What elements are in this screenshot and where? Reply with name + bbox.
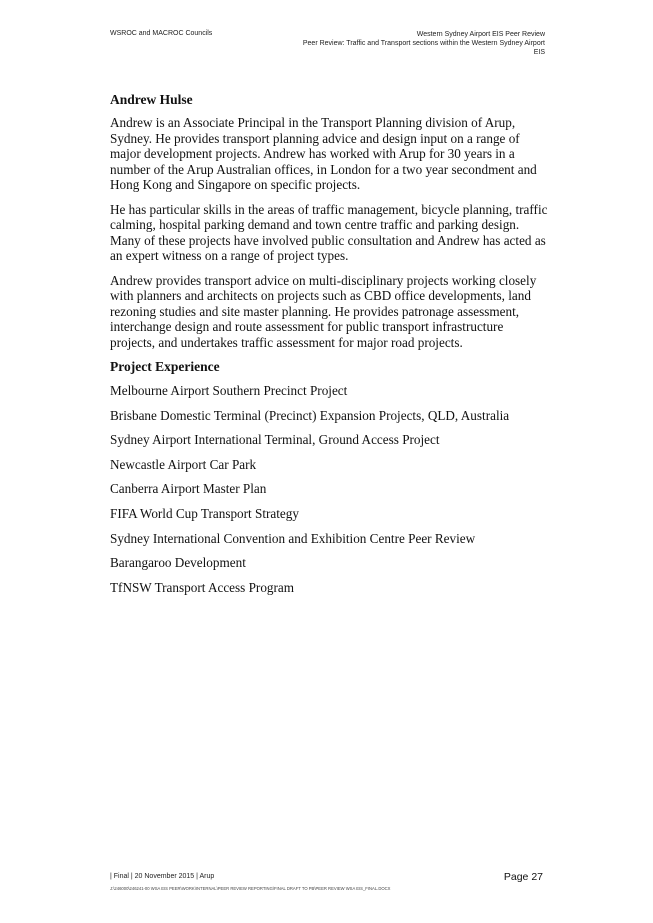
project-list <box>110 383 550 595</box>
bio-paragraph: He has particular skills in the areas of traffic management, bicycle planning, traffic calming, hospital parking demand and town centre traffic and parking design. Many of these projects have involved public consultation and Andrew has acted as an expert witness on a range of project types. <box>110 201 548 263</box>
project-item: Sydney Airport International Terminal, Ground Access Project <box>110 432 440 448</box>
project-item: Melbourne Airport Southern Precinct Project <box>110 383 348 398</box>
header-title-line: Western Sydney Airport EIS Peer Review <box>416 31 545 38</box>
project-item: Brisbane Domestic Terminal (Precinct) Expansion Projects, QLD, Australia <box>110 407 510 423</box>
project-item: Barangaroo Development <box>110 555 246 571</box>
project-item: TfNSW Transport Access Program <box>110 579 295 595</box>
footer-file-path: J:\246000\246241-00 WSA EIS PEER\WORK\INTERNAL\PEER REVIEW REPORTING\FINAL DRAFT TO PB\PEER REVIEW WSA EIS_FINAL.DOCX <box>110 886 391 891</box>
project-item: Newcastle Airport Car Park <box>110 456 257 472</box>
person-name: Andrew Hulse <box>110 92 193 107</box>
footer-status: | Final | 20 November 2015 | Arup <box>110 873 215 880</box>
header-organisation: WSROC and MACROC Councils <box>110 30 213 37</box>
bio-paragraph: Andrew provides transport advice on multi-disciplinary projects working closely with planners and architects on projects such as CBD office developments, land rezoning studies and site master planning. He provides patronage assessment, interchange design and route assessment for public transport infrastructure projects, and undertakes traffic assessment for major road projects. <box>110 272 537 350</box>
bio-paragraph: Andrew is an Associate Principal in the Transport Planning division of Arup, Sydney. He provides transport planning advice and design input on a range of major development projects. Andrew has worked with Arup for 30 years in a number of the Arup Australian offices, in London for a two year secondment and Hong Kong and Singapore on specific projects. <box>110 115 537 192</box>
project-item: Sydney International Convention and Exhibition Centre Peer Review <box>110 530 476 546</box>
project-item: Canberra Airport Master Plan <box>110 481 267 497</box>
document-body <box>110 92 550 604</box>
page-number: Page 27 <box>503 871 543 883</box>
experience-heading: Project Experience <box>110 359 220 374</box>
project-item: FIFA World Cup Transport Strategy <box>110 505 299 521</box>
header-title-line: EIS <box>533 49 545 56</box>
header-title-line: Peer Review: Traffic and Transport sections within the Western Sydney Airport <box>302 40 545 47</box>
header-title-block <box>245 30 545 57</box>
